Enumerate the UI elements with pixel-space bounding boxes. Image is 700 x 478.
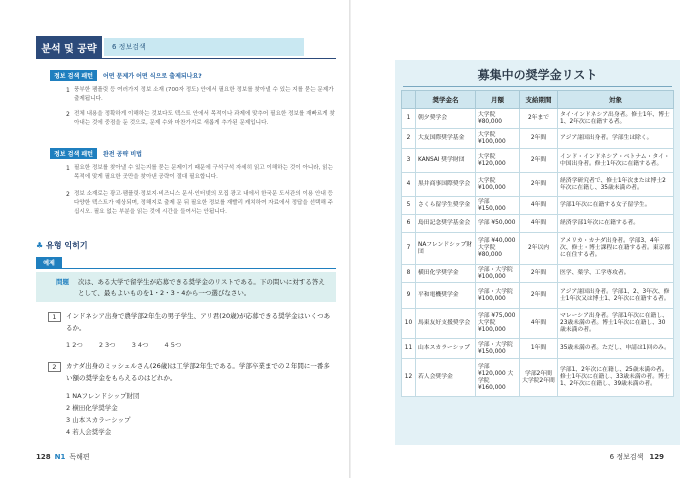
monthly-amount: 学部 ¥120,000 大学院 ¥160,000: [476, 359, 520, 397]
table-row: [402, 283, 674, 309]
table-row: [402, 265, 674, 283]
header-monthly: 月額: [476, 91, 520, 109]
option-4[interactable]: 4 若人会奨学金: [66, 428, 112, 436]
monthly-amount: 大学院 ¥100,000: [476, 173, 520, 197]
header-period: 支給期間: [520, 91, 558, 109]
scholarship-name: 島田記念奨学基金会: [416, 215, 476, 233]
choice-1[interactable]: 1 2つ: [66, 341, 83, 349]
monthly-amount: 学部・大学院 ¥100,000: [476, 283, 520, 309]
eligibility: 経済学研究者で、修士1年次または博士2年次に在籍し、35歳未満の者。: [558, 173, 674, 197]
support-period: 4年間: [520, 197, 558, 215]
row-number: 1: [402, 109, 416, 129]
support-period: 2年間: [520, 129, 558, 149]
problem-box: [36, 272, 336, 302]
table-row: [402, 197, 674, 215]
scholarship-name: 朝夕奨学会: [416, 109, 476, 129]
scholarship-card: [395, 60, 680, 445]
level-badge: N1: [54, 453, 66, 461]
scholarship-name: 平和電機奨学金: [416, 283, 476, 309]
row-number: 4: [402, 173, 416, 197]
problem-label: 問題: [56, 278, 69, 286]
scholarship-name: KANSAI 奨学財団: [416, 149, 476, 173]
table-row: [402, 233, 674, 265]
q1-question: 어떤 문제가 어떤 식으로 출제되나요?: [102, 73, 202, 80]
right-footer: [610, 452, 664, 462]
header-no: [402, 91, 416, 109]
clover-icon: ♣: [36, 241, 44, 250]
page-number-right: 129: [649, 453, 664, 461]
question-1-text: インドネシア出身で農学部2年生の男子学生、アリ君(20歳)が応募できる奨学金はいくつあるか。: [66, 312, 331, 332]
scholarship-table: [401, 90, 674, 397]
monthly-amount: 学部 ¥40,000 大学院 ¥80,000: [476, 233, 520, 265]
option-1[interactable]: 1 NAフレンドシップ財団: [66, 392, 140, 400]
scholarship-name: 馬東友好支援奨学会: [416, 309, 476, 339]
eligibility: マレーシア出身者。学部1年次に在籍し、23歳未満の者。博士1年次に在籍し、30歳未満の者。: [558, 309, 674, 339]
q1-paragraph-1: 1 풍부한 팸플릿 등 여러가지 정보 소재 (700자 정도) 안에서 필요한 정보를 찾아낼 수 있는 지를 묻는 문제가 출제됩니다.: [66, 87, 334, 102]
option-3[interactable]: 3 山本スカラーシップ: [66, 416, 131, 424]
choice-3[interactable]: 3 4つ: [131, 341, 149, 349]
row-number: 3: [402, 149, 416, 173]
q2-heading: [50, 148, 142, 159]
eligibility: アジア諸国出身者。学部1、2、3年次、修士1年次又は博士1、2年次に在籍する者。: [558, 283, 674, 309]
table-row: [402, 339, 674, 359]
row-number: 12: [402, 359, 416, 397]
support-period: 4年間: [520, 309, 558, 339]
row-number: 5: [402, 197, 416, 215]
card-divider: [403, 86, 672, 87]
monthly-amount: 大学院 ¥80,000: [476, 109, 520, 129]
scholarship-name: 山本スカラーシップ: [416, 339, 476, 359]
scholarship-name: 大友国際奨学基金: [416, 129, 476, 149]
eligibility: アメリカ・カナダ出身者。学部3、4年次、修士・博士課程に在籍する者。東京都に在住する者。: [558, 233, 674, 265]
row-number: 6: [402, 215, 416, 233]
footer-label-left: 독해편: [69, 453, 90, 461]
eligibility: 35歳未満の者。ただし、申請は1回のみ。: [558, 339, 674, 359]
support-period: 2年間: [520, 173, 558, 197]
table-row: [402, 359, 674, 397]
monthly-amount: 大学院 ¥120,000: [476, 149, 520, 173]
header-name: 奨学金名: [416, 91, 476, 109]
question-1-number: 1: [48, 312, 61, 322]
table-header-row: [402, 91, 674, 109]
row-number: 7: [402, 233, 416, 265]
table-row: [402, 109, 674, 129]
table-row: [402, 309, 674, 339]
support-period: 2年まで: [520, 109, 558, 129]
q2-question: 완전 공략 비법: [102, 151, 142, 158]
scholarship-name: さくら留学生奨学金: [416, 197, 476, 215]
scholarship-name: 黒井商事国際奨学会: [416, 173, 476, 197]
q2-paragraph-1: 1 필요한 정보를 찾아낼 수 있는지를 묻는 문제이기 때문에 구석구석 자세히 읽고 이해하는 것이 아니라, 읽는 목적에 맞게 필요한 곳만을 찾아낸 공략이 절대 필요합니다.: [66, 165, 334, 180]
q1-tag: 정보 검색 패턴: [50, 70, 97, 81]
monthly-amount: 学部 ¥75,000 大学院 ¥100,000: [476, 309, 520, 339]
choice-4[interactable]: 4 5つ: [164, 341, 182, 349]
question-2-options: [66, 390, 139, 438]
scholarship-name: 横田化学奨学金: [416, 265, 476, 283]
question-1-choices: [66, 340, 181, 349]
section-subtitle: 6 정보검색: [104, 38, 304, 56]
footer-label-right: 6 정보검색: [609, 453, 644, 461]
q2-paragraph-2: 2 정보 소재로는 광고·팸플릿·정보지·비즈니스 문서·인터넷의 모집 광고 내에서 한국문 도서관의 이용 안내 등 다양한 텍스트가 예상되며, 정해지로 출제 문 뒤 필요한 정보를 재빨리 캐치하여 자료에서 정답을 선택해 주십시오. 필요 없는 부분을 읽는 것에 시간을 들여서는 안됩니다.: [66, 191, 334, 215]
header-target: 対象: [558, 91, 674, 109]
section-title: ♣ 유형 익히기: [36, 241, 88, 250]
eligibility: 学部1年次に在籍する女子留学生。: [558, 197, 674, 215]
problem-text: 次は、ある大学で留学生が応募できる奨学金のリストである。下の問いに対する答えとして、最もよいものを1・2・3・4から一つ選びなさい。: [78, 278, 325, 297]
row-number: 11: [402, 339, 416, 359]
scholarship-name: NAフレンドシップ財団: [416, 233, 476, 265]
eligibility: 学部1、2年次に在籍し、25歳未満の者。修士1年次に在籍し、33歳未満の者。博士1、2年次に在籍し、39歳未満の者。: [558, 359, 674, 397]
table-row: [402, 173, 674, 197]
row-number: 2: [402, 129, 416, 149]
eligibility: インド・インドネシア・ベトナム・タイ・中国出身者。修士1年次に在籍する者。: [558, 149, 674, 173]
support-period: 2年間: [520, 149, 558, 173]
left-footer: [36, 452, 90, 462]
eligibility: 医学、薬学、工学専攻者。: [558, 265, 674, 283]
question-2-text: カナダ出身のミッシェルさん(26歳)は工学部2年生である。学部卒業までの２年間に一番多い額の奨学金をもらえるのはどれか。: [66, 362, 330, 382]
monthly-amount: 学部 ¥150,000: [476, 197, 520, 215]
card-title: 募集中の奨学金リスト: [477, 68, 598, 82]
support-period: 2年以内: [520, 233, 558, 265]
example-divider: [36, 268, 336, 269]
chapter-tab: 분석 및 공략: [36, 36, 102, 58]
table-row: [402, 215, 674, 233]
example-tab: 예제: [36, 257, 62, 268]
q2-tag: 정보 검색 패턴: [50, 148, 97, 159]
support-period: 2年間: [520, 283, 558, 309]
question-2-number: 2: [48, 362, 61, 372]
choice-2[interactable]: 2 3つ: [98, 341, 116, 349]
monthly-amount: 大学院 ¥100,000: [476, 129, 520, 149]
support-period: 2年間: [520, 265, 558, 283]
eligibility: タイ·インドネシア出身者。修士1年、博士1、2年次に在籍する者。: [558, 109, 674, 129]
support-period: 4年間: [520, 215, 558, 233]
monthly-amount: 学部 ¥50,000: [476, 215, 520, 233]
support-period: 学部2年間 大学院2年間: [520, 359, 558, 397]
row-number: 10: [402, 309, 416, 339]
page-number-left: 128: [36, 453, 51, 461]
eligibility: アジア諸国出身者。学部生は除く。: [558, 129, 674, 149]
scholarship-name: 若人会奨学金: [416, 359, 476, 397]
right-page: [350, 0, 700, 478]
eligibility: 経済学部1年次に在籍する者。: [558, 215, 674, 233]
support-period: 1年間: [520, 339, 558, 359]
row-number: 8: [402, 265, 416, 283]
monthly-amount: 学部・大学院 ¥100,000: [476, 265, 520, 283]
table-row: [402, 149, 674, 173]
option-2[interactable]: 2 横田化学奨学金: [66, 404, 118, 412]
q1-paragraph-2: 2 전체 내용을 정확하게 이해하는 것보다도 텍스트 안에서 목적이나 과제에 맞추어 필요한 정보를 재빠르게 찾아내는 것에 중점을 둔 것으로, 문제 수와 마찬가지로 새롭게 추가된 문제입니다.: [66, 111, 335, 126]
q1-heading: [50, 70, 202, 81]
monthly-amount: 学部・大学院 ¥150,000: [476, 339, 520, 359]
table-row: [402, 129, 674, 149]
header-divider: [36, 58, 336, 59]
row-number: 9: [402, 283, 416, 309]
